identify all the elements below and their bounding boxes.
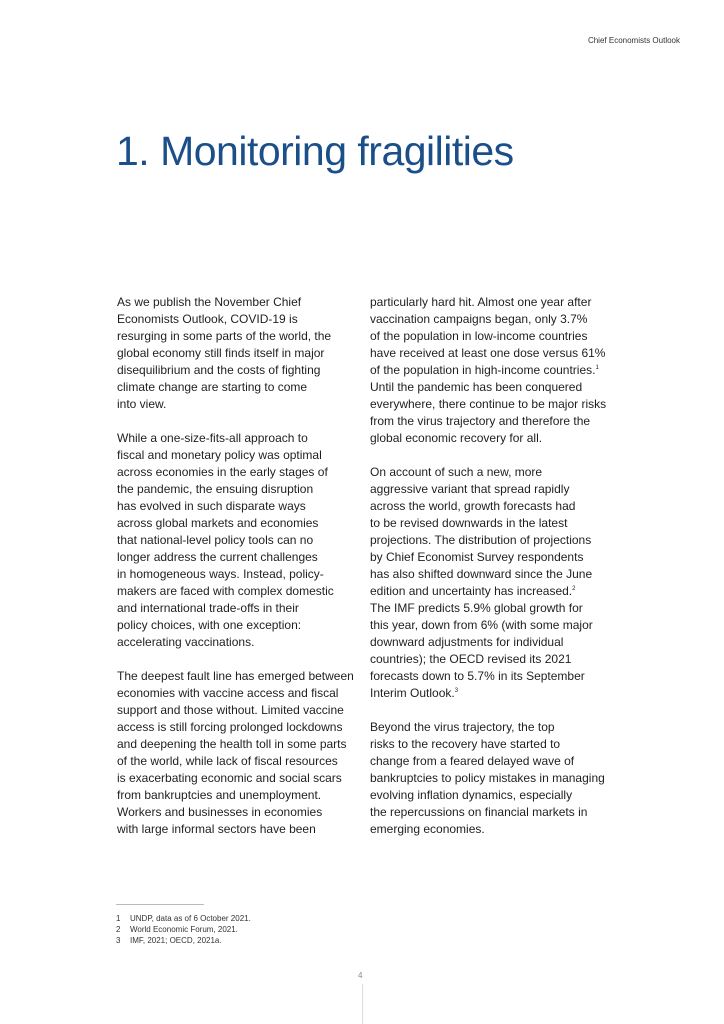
text-line: The IMF predicts 5.9% global growth for — [370, 601, 583, 615]
text-line: The deepest fault line has emerged between — [117, 669, 354, 683]
text-line: support and those without. Limited vaccine — [117, 703, 344, 717]
footnotes — [116, 913, 251, 946]
text-line: Economists Outlook, COVID-19 is — [117, 312, 298, 326]
text-line: countries); the OECD revised its 2021 — [370, 652, 572, 666]
text-line: Interim Outlook.$^3$ — [370, 686, 459, 700]
text-line: change from a feared delayed wave of — [370, 754, 575, 768]
text-line: that national-level policy tools can no — [117, 533, 314, 547]
text-line: to be revised downwards in the latest — [370, 516, 568, 530]
text-line: in homogeneous ways. Instead, policy- — [117, 567, 324, 581]
right-column — [370, 294, 620, 838]
text-line: with large informal sectors have been — [117, 822, 316, 836]
text-line: of the population in high-income countries.$^1$ — [370, 363, 599, 377]
paragraph-5 — [370, 464, 620, 702]
text-line: is exacerbating economic and social scars — [117, 771, 342, 785]
text-line: downward adjustments for individual — [370, 635, 564, 649]
text-line: forecasts down to 5.7% in its September — [370, 669, 585, 683]
left-column — [117, 294, 367, 838]
paragraph-6 — [370, 719, 620, 838]
text-line: access is still forcing prolonged lockdowns — [117, 720, 343, 734]
text-line: Workers and businesses in economies — [117, 805, 323, 819]
text-line: Until the pandemic has been conquered — [370, 380, 583, 394]
footnote-1: 1 UNDP, data as of 6 October 2021. — [116, 914, 251, 923]
text-line: and deepening the health toll in some parts — [117, 737, 347, 751]
text-line: particularly hard hit. Almost one year after — [370, 295, 592, 309]
text-line: global economy still finds itself in major — [117, 346, 325, 360]
text-line: projections. The distribution of projections — [370, 533, 592, 547]
text-line: by Chief Economist Survey respondents — [370, 550, 584, 564]
page-title: 1. Monitoring fragilities — [116, 128, 514, 174]
page-number-rule — [362, 984, 363, 1024]
text-line: accelerating vaccinations. — [117, 635, 255, 649]
text-line: has also shifted downward since the June — [370, 567, 593, 581]
text-line: Beyond the virus trajectory, the top — [370, 720, 555, 734]
footnote-3: 3 IMF, 2021; OECD, 2021a. — [116, 936, 222, 945]
text-line: this year, down from 6% (with some major — [370, 618, 593, 632]
text-line: vaccination campaigns began, only 3.7% — [370, 312, 588, 326]
text-line: emerging economies. — [370, 822, 485, 836]
text-line: the pandemic, the ensuing disruption — [117, 482, 314, 496]
text-line: everywhere, there continue to be major risks — [370, 397, 607, 411]
running-header: Chief Economists Outlook — [587, 36, 680, 45]
text-line: into view. — [117, 397, 167, 411]
text-line: As we publish the November Chief — [117, 295, 302, 309]
text-line: disequilibrium and the costs of fighting — [117, 363, 321, 377]
paragraph-1 — [117, 294, 367, 413]
page-number: 4 — [358, 971, 363, 980]
text-line: global economic recovery for all. — [370, 431, 543, 445]
text-line: of the population in low-income countries — [370, 329, 588, 343]
text-line: On account of such a new, more — [370, 465, 543, 479]
text-line: makers are faced with complex domestic — [117, 584, 334, 598]
text-line: the repercussions on financial markets in — [370, 805, 588, 819]
footnote-ref-2: 2 — [572, 586, 576, 592]
text-line: bankruptcies to policy mistakes in managing — [370, 771, 605, 785]
text-line: risks to the recovery have started to — [370, 737, 561, 751]
text-line: of the world, while lack of fiscal resources — [117, 754, 338, 768]
paragraph-2 — [117, 430, 367, 651]
text-line: policy choices, with one exception: — [117, 618, 302, 632]
text-line: edition and uncertainty has increased.$^2$ — [370, 584, 576, 598]
text-line: and international trade-offs in their — [117, 601, 299, 615]
text-line: have received at least one dose versus 61% — [370, 346, 606, 360]
text-line: climate change are starting to come — [117, 380, 308, 394]
text-line: has evolved in such disparate ways — [117, 499, 306, 513]
text-line: longer address the current challenges — [117, 550, 318, 564]
footnote-ref-1: 1 — [595, 365, 599, 371]
text-line: across global markets and economies — [117, 516, 319, 530]
footnote-2: 2 World Economic Forum, 2021. — [116, 925, 238, 934]
text-line: across economies in the early stages of — [117, 465, 328, 479]
text-line: from the virus trajectory and therefore the — [370, 414, 591, 428]
text-line: aggressive variant that spread rapidly — [370, 482, 570, 496]
text-line: fiscal and monetary policy was optimal — [117, 448, 322, 462]
text-line: evolving inflation dynamics, especially — [370, 788, 573, 802]
text-line: economies with vaccine access and fiscal — [117, 686, 339, 700]
paragraph-3 — [117, 668, 367, 838]
paragraph-4 — [370, 294, 620, 447]
text-line: from bankruptcies and unemployment. — [117, 788, 322, 802]
text-line: across the world, growth forecasts had — [370, 499, 576, 513]
footnote-divider — [116, 904, 204, 905]
text-line: While a one-size-fits-all approach to — [117, 431, 308, 445]
text-line: resurging in some parts of the world, the — [117, 329, 332, 343]
footnote-ref-3: 3 — [454, 688, 459, 694]
